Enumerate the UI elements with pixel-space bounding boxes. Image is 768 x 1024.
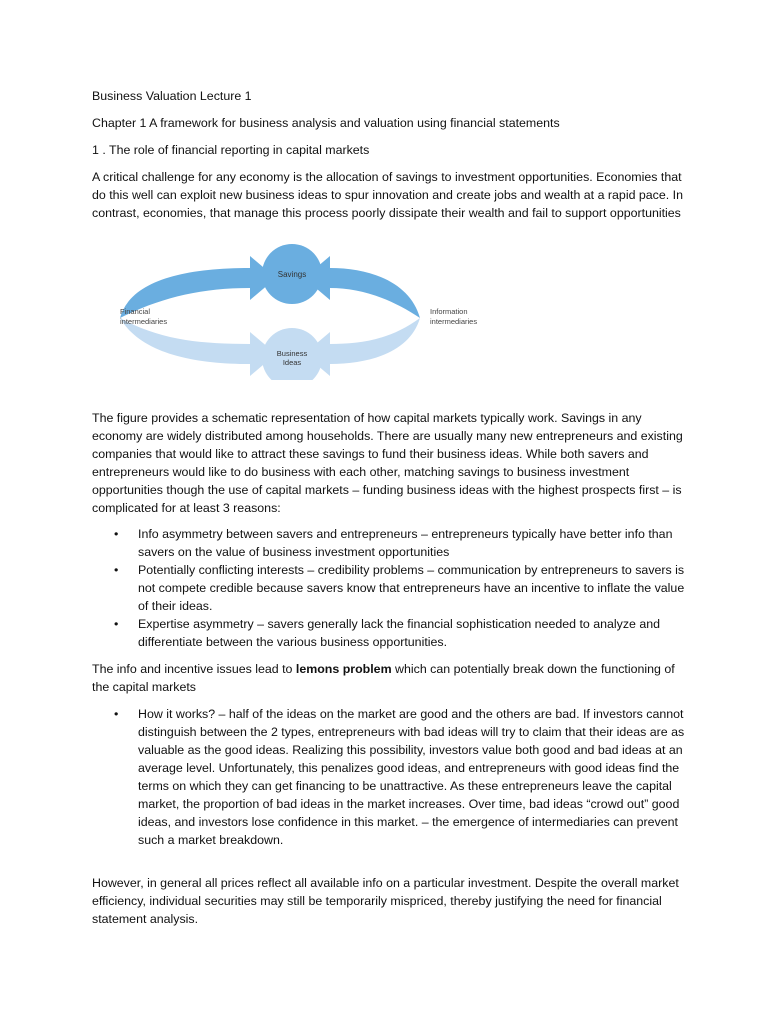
capital-markets-diagram — [110, 240, 510, 380]
how-it-works-list — [92, 705, 692, 849]
list-item — [92, 615, 692, 651]
reason-text: Potentially conflicting interests – credibility problems – communication by entrepreneurs to savers is not compete credible because savers know that entrepreneurs have an incentive to inflate the value of their ideas. — [138, 563, 685, 613]
information-intermediaries-label-1: Information — [430, 307, 468, 316]
arrow-to-ideas-left — [120, 318, 276, 376]
savings-label: Savings — [277, 270, 307, 279]
lemons-text-before: The info and incentive issues lead to — [92, 662, 296, 676]
reasons-list — [92, 525, 692, 651]
list-item — [92, 525, 692, 561]
bullet-icon: • — [114, 527, 119, 541]
conclusion-paragraph: However, in general all prices reflect all available info on a particular investment. Despite the overall market efficiency, individual securities may still be temporarily mispriced, thereby justifying the need for financial statement analysis. — [92, 876, 679, 926]
business-ideas-label-2: Ideas — [282, 358, 302, 367]
information-intermediaries-label-2: intermediaries — [430, 317, 478, 326]
section-heading: 1 . The role of financial reporting in capital markets — [92, 143, 370, 157]
reason-text: Expertise asymmetry – savers generally lack the financial sophistication needed to analyze and differentiate between the various business opportunities. — [138, 617, 661, 649]
financial-intermediaries-label-1: Financial — [120, 307, 151, 316]
document-title: Business Valuation Lecture 1 — [92, 89, 252, 103]
chapter-heading: Chapter 1 A framework for business analysis and valuation using financial statements — [92, 116, 560, 130]
financial-intermediaries-label-2: intermediaries — [120, 317, 168, 326]
how-it-works-text: How it works? – half of the ideas on the market are good and the others are bad. If investors cannot distinguish between the 2 types, entrepreneurs with bad ideas will try to claim that their ideas are as valuable as the good ideas. Realizing this possibility, investors value both good and bad ideas at an average level. Unfortunately, this penalizes good ideas, and entrepreneurs with good ideas find the terms on which they can get financing to be unattractive. As these entrepreneurs leave the capital market, the proportion of bad ideas in the market increases. Over time, bad ideas “crowd out” good ideas, and investors lose confidence in this market. – the emergence of intermediaries can prevent such a market breakdown. — [138, 707, 685, 847]
intro-paragraph: A critical challenge for any economy is the allocation of savings to investment opportunities. Economies that do this well can exploit new business ideas to spur innovation and create jobs and wealth at a rapid pace. In contrast, economies, that manage this process poorly dissipate their wealth and fail to support opportunities — [92, 170, 683, 220]
arrow-to-savings-right — [304, 256, 420, 318]
business-ideas-label-1: Business — [276, 349, 308, 358]
list-item — [92, 705, 692, 849]
figure-description-paragraph: The figure provides a schematic representation of how capital markets typically work. Savings in any economy are widely distributed among households. There are usually many new entrepreneurs and existing companies that would like to attract these savings to fund their business ideas. While both savers and entrepreneurs would like to do business with each other, matching savings to business investment opportunities though the use of capital markets – funding business ideas with the highest prospects first – is complicated for at least 3 reasons: — [92, 411, 683, 515]
bullet-icon: • — [114, 707, 119, 721]
lemons-problem-term: lemons problem — [295, 662, 392, 676]
list-item — [92, 561, 692, 615]
lemons-text-after: which can potentially break down the functioning of the capital markets — [92, 662, 675, 694]
bullet-icon: • — [114, 617, 119, 631]
arrow-to-ideas-right — [304, 318, 420, 376]
lemons-paragraph — [92, 660, 692, 696]
bullet-icon: • — [114, 563, 119, 577]
reason-text: Info asymmetry between savers and entrepreneurs – entrepreneurs typically have better info than savers on the value of business investment opportunities — [138, 527, 673, 559]
